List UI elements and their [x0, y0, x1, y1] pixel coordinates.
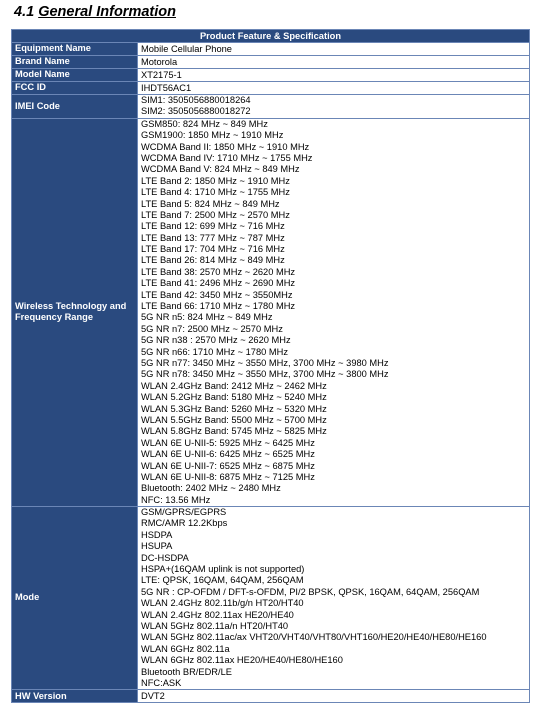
row-label-wireless: [12, 118, 138, 506]
wireless-line: LTE Band 41: 2496 MHz ~ 2690 MHz: [141, 278, 296, 289]
row-label-hw: HW Version: [12, 690, 138, 703]
mode-line: NFC:ASK: [141, 677, 182, 688]
section-heading: [14, 4, 176, 20]
wireless-label-line: Frequency Range: [15, 312, 94, 323]
imei-line: SIM1: 3505056880018264: [141, 95, 251, 105]
mode-line: WLAN 2.4GHz 802.11ax HE20/HE40: [141, 609, 294, 620]
wireless-line: LTE Band 2: 1850 MHz ~ 1910 MHz: [141, 175, 290, 186]
row-value-wireless: [138, 118, 530, 506]
spec-table: [11, 29, 530, 703]
wireless-line: GSM1900: 1850 MHz ~ 1910 MHz: [141, 130, 284, 141]
wireless-line: WLAN 6E U-NII-5: 5925 MHz ~ 6425 MHz: [141, 437, 315, 448]
row-value-model: XT2175-1: [138, 69, 530, 82]
row-label-equipment: Equipment Name: [12, 43, 138, 56]
wireless-line: LTE Band 13: 777 MHz ~ 787 MHz: [141, 232, 285, 243]
table-row: [12, 56, 530, 69]
mode-line: WLAN 5GHz 802.11ac/ax VHT20/VHT40/VHT80/VHT160/HE20/HE40/HE80/HE160: [141, 632, 487, 643]
mode-line: HSDPA: [141, 529, 173, 540]
table-row: [12, 95, 530, 119]
wireless-line: LTE Band 4: 1710 MHz ~ 1755 MHz: [141, 187, 290, 198]
wireless-line: WLAN 5.3GHz Band: 5260 MHz ~ 5320 MHz: [141, 403, 327, 414]
row-value-hw: DVT2: [138, 690, 530, 703]
table-row: [12, 82, 530, 95]
mode-line: WLAN 5GHz 802.11a/n HT20/HT40: [141, 620, 289, 631]
mode-line: HSUPA: [141, 541, 173, 552]
mode-line: GSM/GPRS/EGPRS: [141, 507, 227, 518]
wireless-line: 5G NR n38 : 2570 MHz ~ 2620 MHz: [141, 335, 291, 346]
row-label-imei: IMEI Code: [12, 95, 138, 119]
wireless-line: WCDMA Band V: 824 MHz ~ 849 MHz: [141, 164, 300, 175]
wireless-line: LTE Band 12: 699 MHz ~ 716 MHz: [141, 221, 285, 232]
wireless-line: LTE Band 66: 1710 MHz ~ 1780 MHz: [141, 301, 296, 312]
row-label-brand: Brand Name: [12, 56, 138, 69]
mode-line: WLAN 6GHz 802.11a: [141, 643, 230, 654]
mode-line: 5G NR : CP-OFDM / DFT-s-OFDM, PI/2 BPSK, QPSK, 16QAM, 64QAM, 256QAM: [141, 586, 480, 597]
table-header: Product Feature & Specification: [12, 30, 530, 43]
wireless-line: LTE Band 5: 824 MHz ~ 849 MHz: [141, 198, 280, 209]
wireless-line: WLAN 2.4GHz Band: 2412 MHz ~ 2462 MHz: [141, 380, 327, 391]
table-row: [12, 118, 530, 506]
row-label-model: Model Name: [12, 69, 138, 82]
row-label-fccid: FCC ID: [12, 82, 138, 95]
wireless-line: LTE Band 26: 814 MHz ~ 849 MHz: [141, 255, 285, 266]
imei-line: SIM2: 3505056880018272: [141, 106, 251, 117]
mode-line: WLAN 2.4GHz 802.11b/g/n HT20/HT40: [141, 598, 304, 609]
wireless-line: LTE Band 7: 2500 MHz ~ 2570 MHz: [141, 209, 290, 220]
mode-line: DC-HSDPA: [141, 552, 189, 563]
wireless-line: 5G NR n7: 2500 MHz ~ 2570 MHz: [141, 323, 283, 334]
wireless-line: LTE Band 17: 704 MHz ~ 716 MHz: [141, 244, 285, 255]
wireless-line: 5G NR n77: 3450 MHz ~ 3550 MHz, 3700 MHz ~ 3980 MHz: [141, 357, 389, 368]
wireless-line: WCDMA Band IV: 1710 MHz ~ 1755 MHz: [141, 152, 313, 163]
wireless-line: 5G NR n66: 1710 MHz ~ 1780 MHz: [141, 346, 289, 357]
mode-line: LTE: QPSK, 16QAM, 64QAM, 256QAM: [141, 575, 304, 586]
section-number: 4.1: [14, 4, 35, 20]
wireless-line: 5G NR n78: 3450 MHz ~ 3550 MHz, 3700 MHz ~ 3800 MHz: [141, 369, 389, 380]
row-label-mode: Mode: [12, 507, 138, 690]
wireless-line: WLAN 5.8GHz Band: 5745 MHz ~ 5825 MHz: [141, 426, 327, 437]
wireless-line: WLAN 5.2GHz Band: 5180 MHz ~ 5240 MHz: [141, 392, 327, 403]
mode-line: Bluetooth BR/EDR/LE: [141, 666, 232, 677]
wireless-line: Bluetooth: 2402 MHz ~ 2480 MHz: [141, 483, 281, 494]
wireless-line: WLAN 6E U-NII-8: 6875 MHz ~ 7125 MHz: [141, 471, 315, 482]
wireless-line: NFC: 13.56 MHz: [141, 494, 211, 505]
wireless-label-line: Wireless Technology and: [15, 301, 127, 312]
table-header-row: [12, 30, 530, 43]
wireless-line: WLAN 6E U-NII-7: 6525 MHz ~ 6875 MHz: [141, 460, 315, 471]
wireless-line: WLAN 6E U-NII-6: 6425 MHz ~ 6525 MHz: [141, 449, 315, 460]
row-value-equipment: Mobile Cellular Phone: [138, 43, 530, 56]
wireless-line: LTE Band 42: 3450 MHz ~ 3550MHz: [141, 289, 293, 300]
row-value-fccid: IHDT56AC1: [138, 82, 530, 95]
wireless-line: GSM850: 824 MHz ~ 849 MHz: [141, 118, 268, 129]
wireless-line: WCDMA Band II: 1850 MHz ~ 1910 MHz: [141, 141, 310, 152]
mode-line: HSPA+(16QAM uplink is not supported): [141, 564, 305, 575]
wireless-line: LTE Band 38: 2570 MHz ~ 2620 MHz: [141, 266, 296, 277]
table-row: [12, 507, 530, 690]
row-value-brand: Motorola: [138, 56, 530, 69]
section-title: General Information: [38, 4, 176, 20]
wireless-line: 5G NR n5: 824 MHz ~ 849 MHz: [141, 312, 273, 323]
row-value-imei: [138, 95, 530, 119]
table-row: [12, 43, 530, 56]
mode-line: RMC/AMR 12.2Kbps: [141, 518, 228, 529]
row-value-mode: [138, 507, 530, 690]
table-row: [12, 69, 530, 82]
wireless-line: WLAN 5.5GHz Band: 5500 MHz ~ 5700 MHz: [141, 414, 327, 425]
mode-line: WLAN 6GHz 802.11ax HE20/HE40/HE80/HE160: [141, 655, 343, 666]
